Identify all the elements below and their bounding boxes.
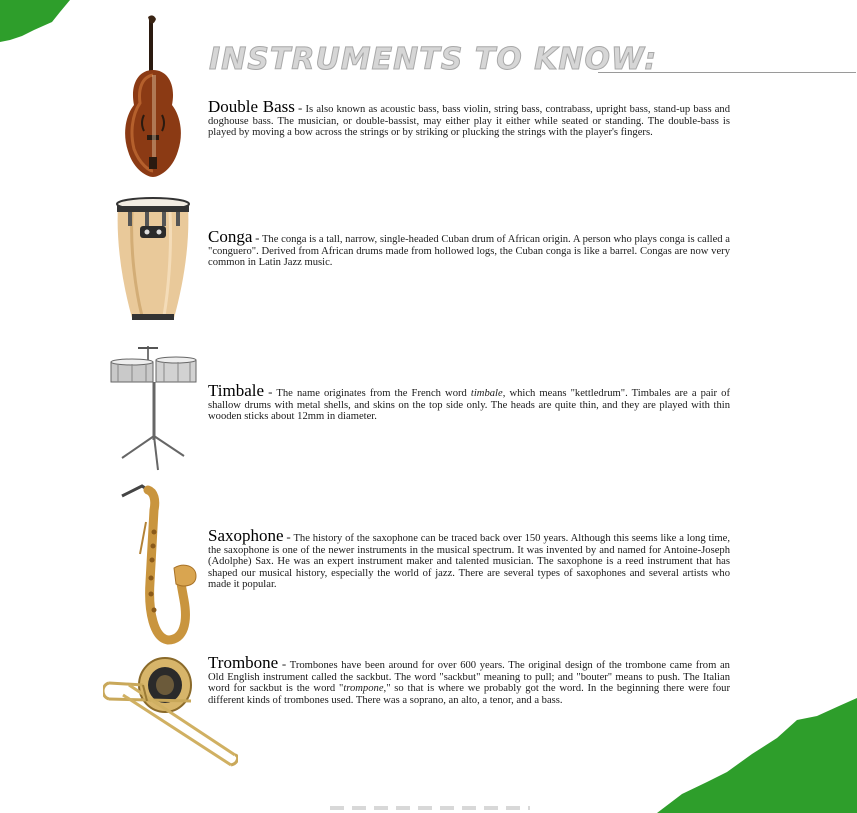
- instrument-name: Saxophone: [208, 526, 284, 545]
- separator: -: [268, 384, 273, 399]
- entry-timbale: [208, 381, 730, 423]
- footer-text-faint: [330, 806, 530, 810]
- separator: -: [281, 656, 287, 671]
- entry-conga: [208, 227, 730, 269]
- separator: -: [298, 100, 303, 115]
- instrument-name: Timbale: [208, 381, 265, 400]
- instrument-description: The history of the saxophone can be traced back over 150 years. Although this seems like a long time, the saxophone is one of the newer instruments in the musical spectrum. It was invented by and named for Antoine-Joseph (Adolphe) Sax. He was an expert instrument maker and talented musician. The saxophone is a reed instrument that has shaped our musical history, especially the world of jazz. There are several types of saxophones and several artists who made it popular.: [208, 533, 730, 591]
- instrument-name: Double Bass: [208, 97, 295, 116]
- instrument-description: The name originates from the French word timbale, which means "kettledrum". Timbales are a pair of shallow drums with metal shells, and skins on the top side only. The heads are quite thin, and they are played with thin wooden sticks about 12mm in diameter.: [208, 388, 730, 423]
- instrument-name: Conga: [208, 227, 253, 246]
- saxophone-icon: [118, 482, 198, 647]
- instrument-description: Is also known as acoustic bass, bass violin, string bass, contrabass, upright bass, stand-up bass and doghouse bass. The musician, or double-bassist, may either play it either while seated or standing. The double-bass is played by moving a bow across the strings or by striking or plucking the strings with the player's fingers.: [208, 104, 730, 139]
- separator: -: [255, 230, 260, 245]
- green-corner-bottom-right: [657, 698, 857, 813]
- timbale-icon: [108, 340, 203, 475]
- green-corner-top-left: [0, 0, 75, 50]
- emphasized-word: trompone,: [343, 683, 387, 695]
- entry-saxophone: [208, 526, 730, 591]
- title-rule: [598, 72, 856, 73]
- conga-icon: [112, 192, 194, 324]
- entry-double-bass: [208, 97, 730, 139]
- instrument-name: Trombone: [208, 653, 279, 672]
- emphasized-word: timbale: [470, 388, 503, 399]
- double-bass-icon: [108, 15, 198, 180]
- instrument-description: The conga is a tall, narrow, single-headed Cuban drum of African origin. A person who plays conga is called a "conguero". Derived from African drums made from hollowed logs, the Cuban conga is like a barrel. Congas are now very common in Latin Jazz music.: [208, 234, 730, 269]
- instrument-description: Trombones have been around for over 600 years. The original design of the trombone came from an Old English instrument called the sackbut. The word "sackbut" meaning to pull; and "bouter" means to push. The Italian word for sackbut is the word "trompone," so that is where we probably got the word. In the beginning there were four different kinds of trombones used. There was a soprano, an alto, a tenor, and a bass.: [208, 660, 730, 706]
- entry-trombone: [208, 653, 730, 706]
- page-title: INSTRUMENTS TO KNOW:: [209, 42, 658, 77]
- separator: -: [286, 529, 291, 544]
